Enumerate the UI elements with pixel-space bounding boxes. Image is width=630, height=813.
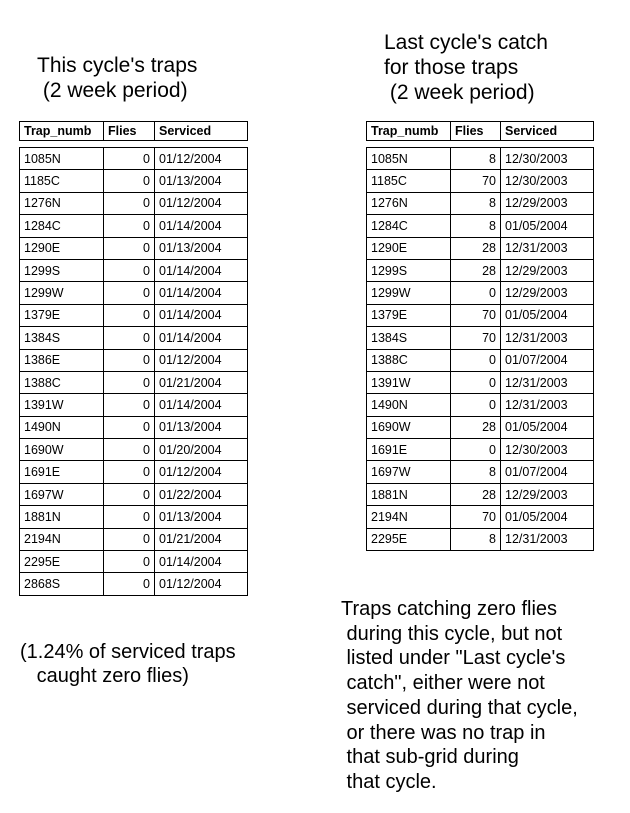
flies-cell: 0 <box>104 192 155 214</box>
trap-number-cell: 2194N <box>20 528 104 550</box>
flies-cell: 28 <box>451 483 501 505</box>
trap-number-cell: 1690W <box>367 416 451 438</box>
trap-number-cell: 1290E <box>20 237 104 259</box>
trap-number-cell: 2868S <box>20 573 104 595</box>
serviced-date-cell: 01/20/2004 <box>155 439 248 461</box>
serviced-date-cell: 01/14/2004 <box>155 327 248 349</box>
table-row <box>20 483 248 505</box>
flies-cell: 0 <box>104 528 155 550</box>
table-row <box>367 439 594 461</box>
table-row <box>367 170 594 192</box>
trap-number-cell: 1185C <box>367 170 451 192</box>
flies-cell: 8 <box>451 528 501 550</box>
table-row <box>367 371 594 393</box>
trap-number-cell: 1881N <box>367 483 451 505</box>
right-trap-table <box>366 121 594 551</box>
serviced-date-cell: 12/29/2003 <box>501 192 594 214</box>
table-row <box>367 483 594 505</box>
trap-number-cell: 1691E <box>367 439 451 461</box>
table-row <box>367 506 594 528</box>
flies-cell: 0 <box>104 304 155 326</box>
flies-cell: 0 <box>104 371 155 393</box>
trap-number-cell: 1276N <box>20 192 104 214</box>
right-header-row <box>367 122 594 141</box>
trap-number-cell: 1391W <box>20 394 104 416</box>
flies-cell: 8 <box>451 215 501 237</box>
header-spacer <box>367 141 594 148</box>
serviced-date-cell: 12/30/2003 <box>501 439 594 461</box>
table-row <box>20 573 248 595</box>
trap-number-cell: 1881N <box>20 506 104 528</box>
flies-cell: 0 <box>451 282 501 304</box>
table-row <box>367 461 594 483</box>
trap-number-cell: 2295E <box>367 528 451 550</box>
spacer-cell <box>20 141 104 148</box>
trap-number-cell: 1697W <box>367 461 451 483</box>
spacer-cell <box>367 141 451 148</box>
serviced-date-cell: 12/31/2003 <box>501 394 594 416</box>
flies-cell: 0 <box>104 416 155 438</box>
header-spacer <box>20 141 248 148</box>
serviced-date-cell: 01/14/2004 <box>155 551 248 573</box>
flies-cell: 0 <box>104 551 155 573</box>
flies-cell: 0 <box>104 259 155 281</box>
column-header-trap-number: Trap_numb <box>367 122 451 141</box>
table-row <box>367 528 594 550</box>
flies-cell: 0 <box>104 170 155 192</box>
trap-number-cell: 1386E <box>20 349 104 371</box>
flies-cell: 0 <box>104 506 155 528</box>
table-row <box>367 394 594 416</box>
trap-number-cell: 1299S <box>20 259 104 281</box>
trap-number-cell: 1276N <box>367 192 451 214</box>
serviced-date-cell: 12/29/2003 <box>501 282 594 304</box>
trap-number-cell: 1384S <box>367 327 451 349</box>
trap-number-cell: 1085N <box>367 148 451 170</box>
table-row <box>367 282 594 304</box>
trap-number-cell: 1490N <box>20 416 104 438</box>
table-row <box>20 394 248 416</box>
trap-number-cell: 1299W <box>20 282 104 304</box>
table-row <box>20 327 248 349</box>
serviced-date-cell: 12/29/2003 <box>501 483 594 505</box>
serviced-date-cell: 12/31/2003 <box>501 371 594 393</box>
flies-cell: 0 <box>104 148 155 170</box>
table-row <box>20 192 248 214</box>
serviced-date-cell: 01/07/2004 <box>501 349 594 371</box>
serviced-date-cell: 01/12/2004 <box>155 349 248 371</box>
table-row <box>367 237 594 259</box>
serviced-date-cell: 01/14/2004 <box>155 394 248 416</box>
trap-number-cell: 1290E <box>367 237 451 259</box>
flies-cell: 28 <box>451 416 501 438</box>
flies-cell: 70 <box>451 170 501 192</box>
table-row <box>20 170 248 192</box>
trap-number-cell: 1691E <box>20 461 104 483</box>
table-row <box>20 371 248 393</box>
table-row <box>20 439 248 461</box>
right-title: Last cycle's catch for those traps (2 week period) <box>384 31 548 104</box>
column-header-serviced: Serviced <box>155 122 248 141</box>
spacer-cell <box>155 141 248 148</box>
trap-number-cell: 1085N <box>20 148 104 170</box>
serviced-date-cell: 01/05/2004 <box>501 416 594 438</box>
table-row <box>367 327 594 349</box>
trap-number-cell: 1697W <box>20 483 104 505</box>
trap-number-cell: 1384S <box>20 327 104 349</box>
flies-cell: 0 <box>104 282 155 304</box>
table-row <box>20 237 248 259</box>
serviced-date-cell: 01/05/2004 <box>501 215 594 237</box>
serviced-date-cell: 12/29/2003 <box>501 259 594 281</box>
serviced-date-cell: 01/13/2004 <box>155 506 248 528</box>
serviced-date-cell: 01/14/2004 <box>155 259 248 281</box>
trap-number-cell: 1388C <box>367 349 451 371</box>
serviced-date-cell: 01/07/2004 <box>501 461 594 483</box>
table-row <box>367 349 594 371</box>
table-row <box>20 259 248 281</box>
trap-number-cell: 1299S <box>367 259 451 281</box>
serviced-date-cell: 01/14/2004 <box>155 215 248 237</box>
flies-cell: 0 <box>451 349 501 371</box>
flies-cell: 0 <box>104 237 155 259</box>
flies-cell: 0 <box>104 349 155 371</box>
flies-cell: 0 <box>104 327 155 349</box>
flies-cell: 0 <box>104 215 155 237</box>
trap-number-cell: 1490N <box>367 394 451 416</box>
right-note: Traps catching zero flies during this cycle, but not listed under "Last cycle's catch", either were not serviced during that cycle, or there was no trap in that sub-grid during that cycle. <box>341 598 578 793</box>
table-row <box>20 551 248 573</box>
serviced-date-cell: 01/21/2004 <box>155 371 248 393</box>
table-row <box>20 148 248 170</box>
serviced-date-cell: 01/14/2004 <box>155 304 248 326</box>
left-header-row <box>20 122 248 141</box>
serviced-date-cell: 01/21/2004 <box>155 528 248 550</box>
serviced-date-cell: 01/22/2004 <box>155 483 248 505</box>
spacer-cell <box>451 141 501 148</box>
column-header-flies: Flies <box>451 122 501 141</box>
serviced-date-cell: 12/31/2003 <box>501 327 594 349</box>
flies-cell: 70 <box>451 304 501 326</box>
serviced-date-cell: 12/31/2003 <box>501 237 594 259</box>
flies-cell: 28 <box>451 259 501 281</box>
table-row <box>367 416 594 438</box>
flies-cell: 0 <box>104 483 155 505</box>
trap-number-cell: 1284C <box>20 215 104 237</box>
trap-number-cell: 1379E <box>367 304 451 326</box>
table-row <box>367 192 594 214</box>
column-header-trap-number: Trap_numb <box>20 122 104 141</box>
flies-cell: 8 <box>451 461 501 483</box>
column-header-flies: Flies <box>104 122 155 141</box>
serviced-date-cell: 01/12/2004 <box>155 192 248 214</box>
serviced-date-cell: 01/05/2004 <box>501 304 594 326</box>
flies-cell: 0 <box>104 394 155 416</box>
serviced-date-cell: 01/14/2004 <box>155 282 248 304</box>
flies-cell: 70 <box>451 506 501 528</box>
flies-cell: 0 <box>451 439 501 461</box>
flies-cell: 0 <box>104 439 155 461</box>
table-row <box>20 528 248 550</box>
flies-cell: 28 <box>451 237 501 259</box>
table-row <box>367 304 594 326</box>
serviced-date-cell: 12/30/2003 <box>501 148 594 170</box>
flies-cell: 8 <box>451 148 501 170</box>
serviced-date-cell: 01/12/2004 <box>155 573 248 595</box>
table-row <box>20 282 248 304</box>
table-row <box>367 215 594 237</box>
flies-cell: 70 <box>451 327 501 349</box>
trap-number-cell: 1299W <box>367 282 451 304</box>
serviced-date-cell: 01/13/2004 <box>155 237 248 259</box>
table-row <box>20 461 248 483</box>
serviced-date-cell: 01/13/2004 <box>155 170 248 192</box>
table-row <box>367 148 594 170</box>
left-title: This cycle's traps (2 week period) <box>37 54 198 102</box>
serviced-date-cell: 01/12/2004 <box>155 148 248 170</box>
table-row <box>20 349 248 371</box>
flies-cell: 0 <box>104 573 155 595</box>
trap-number-cell: 1388C <box>20 371 104 393</box>
table-row <box>367 259 594 281</box>
trap-number-cell: 1284C <box>367 215 451 237</box>
flies-cell: 0 <box>104 461 155 483</box>
spacer-cell <box>501 141 594 148</box>
serviced-date-cell: 12/31/2003 <box>501 528 594 550</box>
serviced-date-cell: 01/13/2004 <box>155 416 248 438</box>
left-trap-table <box>19 121 248 596</box>
table-row <box>20 304 248 326</box>
serviced-date-cell: 01/12/2004 <box>155 461 248 483</box>
trap-number-cell: 1391W <box>367 371 451 393</box>
flies-cell: 0 <box>451 371 501 393</box>
spacer-cell <box>104 141 155 148</box>
trap-number-cell: 2194N <box>367 506 451 528</box>
serviced-date-cell: 12/30/2003 <box>501 170 594 192</box>
flies-cell: 0 <box>451 394 501 416</box>
trap-number-cell: 1379E <box>20 304 104 326</box>
flies-cell: 8 <box>451 192 501 214</box>
trap-number-cell: 2295E <box>20 551 104 573</box>
table-row <box>20 416 248 438</box>
trap-number-cell: 1690W <box>20 439 104 461</box>
serviced-date-cell: 01/05/2004 <box>501 506 594 528</box>
table-row <box>20 506 248 528</box>
table-row <box>20 215 248 237</box>
left-footnote: (1.24% of serviced traps caught zero flies) <box>20 641 236 687</box>
column-header-serviced: Serviced <box>501 122 594 141</box>
trap-number-cell: 1185C <box>20 170 104 192</box>
